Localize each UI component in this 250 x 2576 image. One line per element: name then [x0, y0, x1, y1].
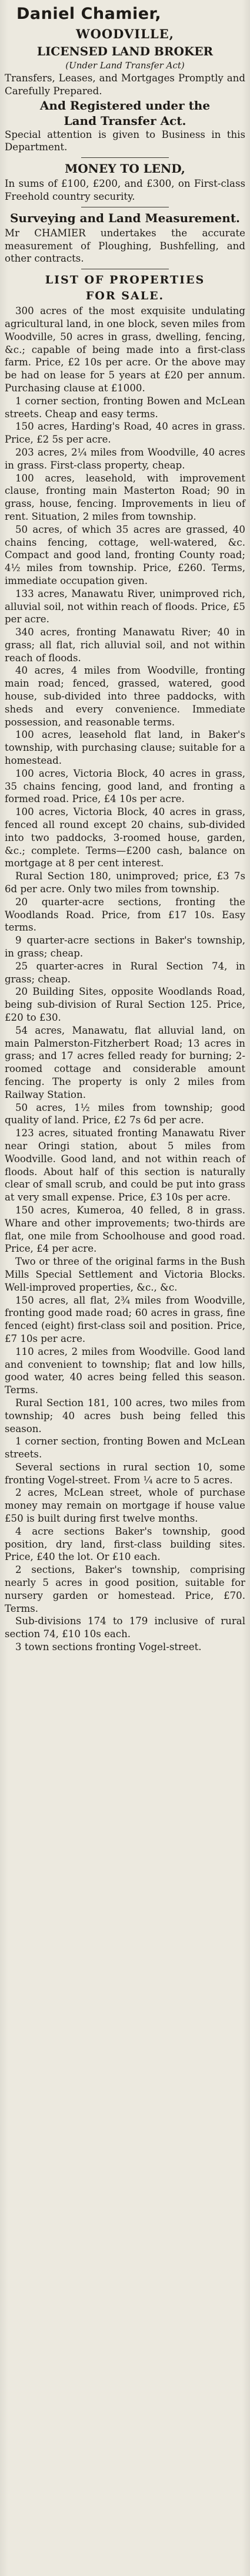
property-listing: 1 corner section, fronting Bowen and McLean streets. [5, 1436, 245, 1460]
registered-line-2: Land Transfer Act. [64, 113, 186, 128]
property-listing: 20 quarter-acre sections, fronting the Woodlands Road. Price, from £17 10s. Easy terms. [5, 896, 245, 934]
property-listing: 150 acres, Harding's Road, 40 acres in grass. Price, £2 5s per acre. [5, 421, 245, 446]
property-listing: 133 acres, Manawatu River, unimproved rich, alluvial soil, not within reach of floods. Price, £5 per acre. [5, 588, 245, 625]
property-listing: 50 acres, of which 35 acres are grassed, 40 chains fencing, cottage, well-watered, &c. Compact and good land, fronting County road; 4½ miles from township. Price, £260. Terms, immediate occupation given. [5, 523, 245, 586]
property-listings [5, 305, 245, 1654]
property-listing: 100 acres, leasehold flat land, in Baker's township, with purchasing clause; suitable for a homestead. [5, 729, 245, 767]
surveying-heading: Surveying and Land Measurement. [9, 210, 241, 225]
surveying-section [5, 211, 245, 265]
property-listing: 2 acres, McLean street, whole of purchase money may remain on mortgage if house value £50 is built during first twelve months. [5, 1487, 245, 1525]
role-note: (Under Land Transfer Act) [65, 60, 185, 71]
property-listing: Rural Section 180, unimproved; price, £3 7s 6d per acre. Only two miles from township. [5, 870, 245, 895]
property-listing: 4 acre sections Baker's township, good position, dry land, first-class building sites. Price, £40 the lot. Or £10 each. [5, 1525, 245, 1563]
advertiser-role: LICENSED LAND BROKER [36, 44, 214, 58]
property-listing: 3 town sections fronting Vogel-street. [15, 1641, 202, 1653]
property-listing: 40 acres, 4 miles from Woodville, fronting main road; fenced, grassed, watered, good house, sub-divided into three paddocks, with sheds and every convenience. Immediate possession, and reasonable terms. [5, 665, 245, 728]
property-listing: 25 quarter-acres in Rural Section 74, in grass; cheap. [5, 960, 245, 985]
property-listing: 50 acres, 1½ miles from township; good quality of land. Price, £2 7s 6d per acre. [5, 1101, 245, 1126]
property-listing: 110 acres, 2 miles from Woodville. Good land and convenient to township; flat and low hills, good water, 40 acres being felled this season. Terms. [5, 1345, 245, 1396]
property-listing: 1 corner section, fronting Bowen and McLean streets. Cheap and easy terms. [5, 395, 245, 420]
property-listing: Two or three of the original farms in the Bush Mills Special Settlement and Victoria Blocks. Well-improved properties, &c., &c. [5, 1256, 245, 1293]
money-body: In sums of £100, £200, and £300, on First-class Freehold country security. [5, 178, 245, 202]
property-listing: 54 acres, Manawatu, flat alluvial land, on main Palmerston-Fitzherbert Road; 13 acres in grass; and 17 acres felled ready for burning; 2-roomed cottage and considerable amount fencing. The property is only 2 miles from Railway Station. [5, 1024, 245, 1100]
registered-line-1: And Registered under the [39, 98, 211, 113]
properties-heading-line-1: LIST OF PROPERTIES [45, 273, 205, 287]
money-heading: MONEY TO LEND, [65, 161, 185, 176]
properties-heading-line-2: FOR SALE. [85, 289, 165, 303]
property-listing: 203 acres, 2¼ miles from Woodville, 40 acres in grass. First-class property, cheap. [5, 446, 245, 471]
surveying-body: Mr CHAMIER undertakes the accurate measurement of Ploughing, Bushfelling, and other contracts. [5, 227, 245, 265]
property-listing: 300 acres of the most exquisite undulating agricultural land, in one block, seven miles from Woodville, 50 acres in grass, dwelling, fencing, &c.; capable of being made into a first-class farm. Price, £2 10s per acre. Or the above may be had on lease for 5 years at £20 per annum. Purchasing clause at £1000. [5, 305, 245, 394]
property-listing: Several sections in rural section 10, some fronting Vogel-street. From ¼ acre to 5 acres. [5, 1461, 245, 1486]
money-to-lend-section [5, 161, 245, 203]
property-listing: Sub-divisions 174 to 179 inclusive of rural section 74, £10 10s each. [5, 1615, 245, 1640]
advertiser-town: WOODVILLE, [76, 27, 174, 41]
property-listing: 2 sections, Baker's township, comprising nearly 5 acres in good position, suitable for nursery garden or homestead. Price, £70. Terms. [5, 1564, 245, 1614]
property-listing: 100 acres, Victoria Block, 40 acres in grass, 35 chains fencing, good land, and fronting a formed road. Price, £4 10s per acre. [5, 767, 245, 805]
property-listing: 100 acres, leasehold, with improvement clause, fronting main Masterton Road; 90 in grass, house, fencing. Improvements in lieu of rent. Situation, 2 miles from township. [5, 472, 245, 522]
property-listing: 20 Building Sites, opposite Woodlands Road, being sub-division of Rural Section 125. Price, £20 to £30. [5, 986, 245, 1023]
divider [81, 157, 169, 158]
advertiser-header [5, 4, 245, 154]
property-listing: 9 quarter-acre sections in Baker's township, in grass; cheap. [5, 935, 245, 959]
property-listing: 123 acres, situated fronting Manawatu River near Oringi station, about 5 miles from Woodville. Good land, and not within reach of floods. About half of this section is naturally clear of small scrub, and could be put into grass at very small expense. Price, £3 10s per acre. [5, 1127, 245, 1203]
services-text: Transfers, Leases, and Mortgages Promptly and Carefully Prepared. [5, 72, 245, 97]
property-listing: 340 acres, fronting Manawatu River; 40 in grass; all flat, rich alluvial soil, and not within reach of floods. [5, 626, 245, 664]
advertiser-name: Daniel Chamier, [16, 5, 162, 23]
property-listing: 150 acres, all flat, 2¾ miles from Woodville, fronting good made road; 60 acres in grass, fine fenced (eight) first-class soil and position. Price, £7 10s per acre. [5, 1294, 245, 1344]
property-listing: 100 acres, Victoria Block, 40 acres in grass, fenced all round except 20 chains, sub-divided into two paddocks, 3-roomed house, garden, &c.; complete. Terms—£200 cash, balance on mortgage at 8 per cent interest. [5, 806, 245, 869]
property-listing: 150 acres, Kumeroa, 40 felled, 8 in grass. Whare and other improvements; two-thirds are flat, one mile from Schoolhouse and good road. Price, £4 per acre. [5, 1204, 245, 1255]
properties-section [5, 273, 245, 1654]
special-attention-text: Special attention is given to Business in this Department. [5, 128, 245, 153]
property-listing: Rural Section 181, 100 acres, two miles from township; 40 acres bush being felled this season. [5, 1397, 245, 1434]
